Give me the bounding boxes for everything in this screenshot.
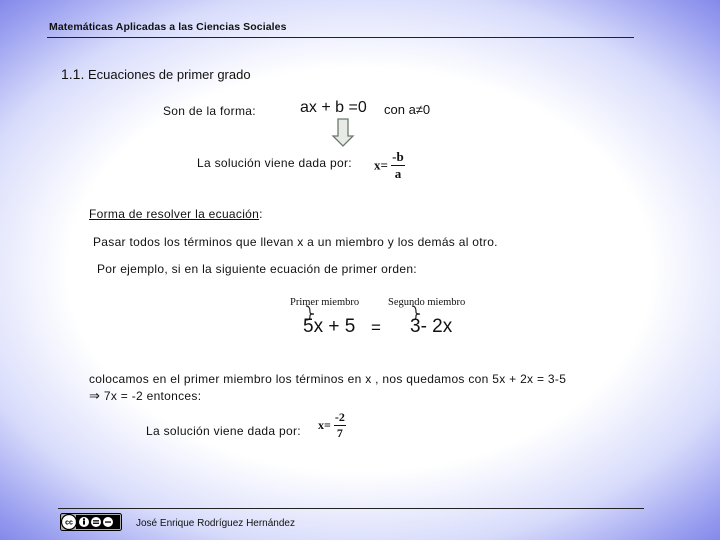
section-title-text: Ecuaciones de primer grado	[87, 67, 251, 82]
general-equation: ax + b =0	[300, 99, 367, 116]
solution-numerator: -b	[392, 149, 404, 164]
form-label: Son de la forma:	[163, 104, 256, 118]
explanation-line1: colocamos en el primer miembro los términos en x , nos quedamos con 5x + 2x = 3-5	[89, 372, 567, 386]
header-title: Matemáticas Aplicadas a las Ciencias Sociales	[49, 21, 287, 33]
solution-formula	[374, 149, 405, 182]
solution-lhs: x=	[374, 157, 388, 173]
license-badge-text: cc	[65, 519, 73, 527]
first-member-label: Primer miembro	[290, 297, 360, 308]
down-arrow-icon	[331, 118, 355, 148]
method-heading	[89, 207, 263, 221]
example-intro: Por ejemplo, si en la siguiente ecuación de primer orden:	[97, 262, 417, 276]
final-solution-formula	[318, 410, 346, 441]
final-solution-label: La solución viene dada por:	[146, 424, 301, 438]
implies-symbol: ⇒	[89, 388, 101, 403]
method-heading-colon: :	[259, 207, 263, 221]
equation-condition: con a≠0	[384, 102, 431, 117]
header-divider	[47, 37, 634, 38]
author-name: José Enrique Rodríguez Hernández	[136, 518, 295, 529]
solution-label: La solución viene dada por:	[197, 156, 352, 170]
explanation-line2	[89, 388, 201, 404]
final-solution-fraction	[334, 410, 346, 441]
example-equals: =	[371, 318, 381, 337]
explanation-line2-text: 7x = -2 entonces:	[103, 389, 202, 403]
footer-divider	[58, 508, 644, 509]
example-rhs: 3- 2x	[410, 316, 453, 337]
final-solution-denominator: 7	[336, 426, 343, 440]
second-member-label: Segundo miembro	[388, 297, 466, 308]
method-heading-text: Forma de resolver la ecuación	[89, 207, 260, 221]
section-number: 1.1.	[61, 66, 85, 82]
creative-commons-license-icon[interactable]	[60, 513, 122, 531]
final-solution-numerator: -2	[334, 410, 345, 424]
solution-denominator: a	[394, 166, 402, 181]
solution-fraction	[391, 149, 405, 182]
final-solution-lhs: x=	[318, 418, 331, 432]
section-title	[61, 66, 251, 82]
method-step: Pasar todos los términos que llevan x a un miembro y los demás al otro.	[93, 235, 498, 249]
example-lhs: 5x + 5	[303, 316, 356, 337]
